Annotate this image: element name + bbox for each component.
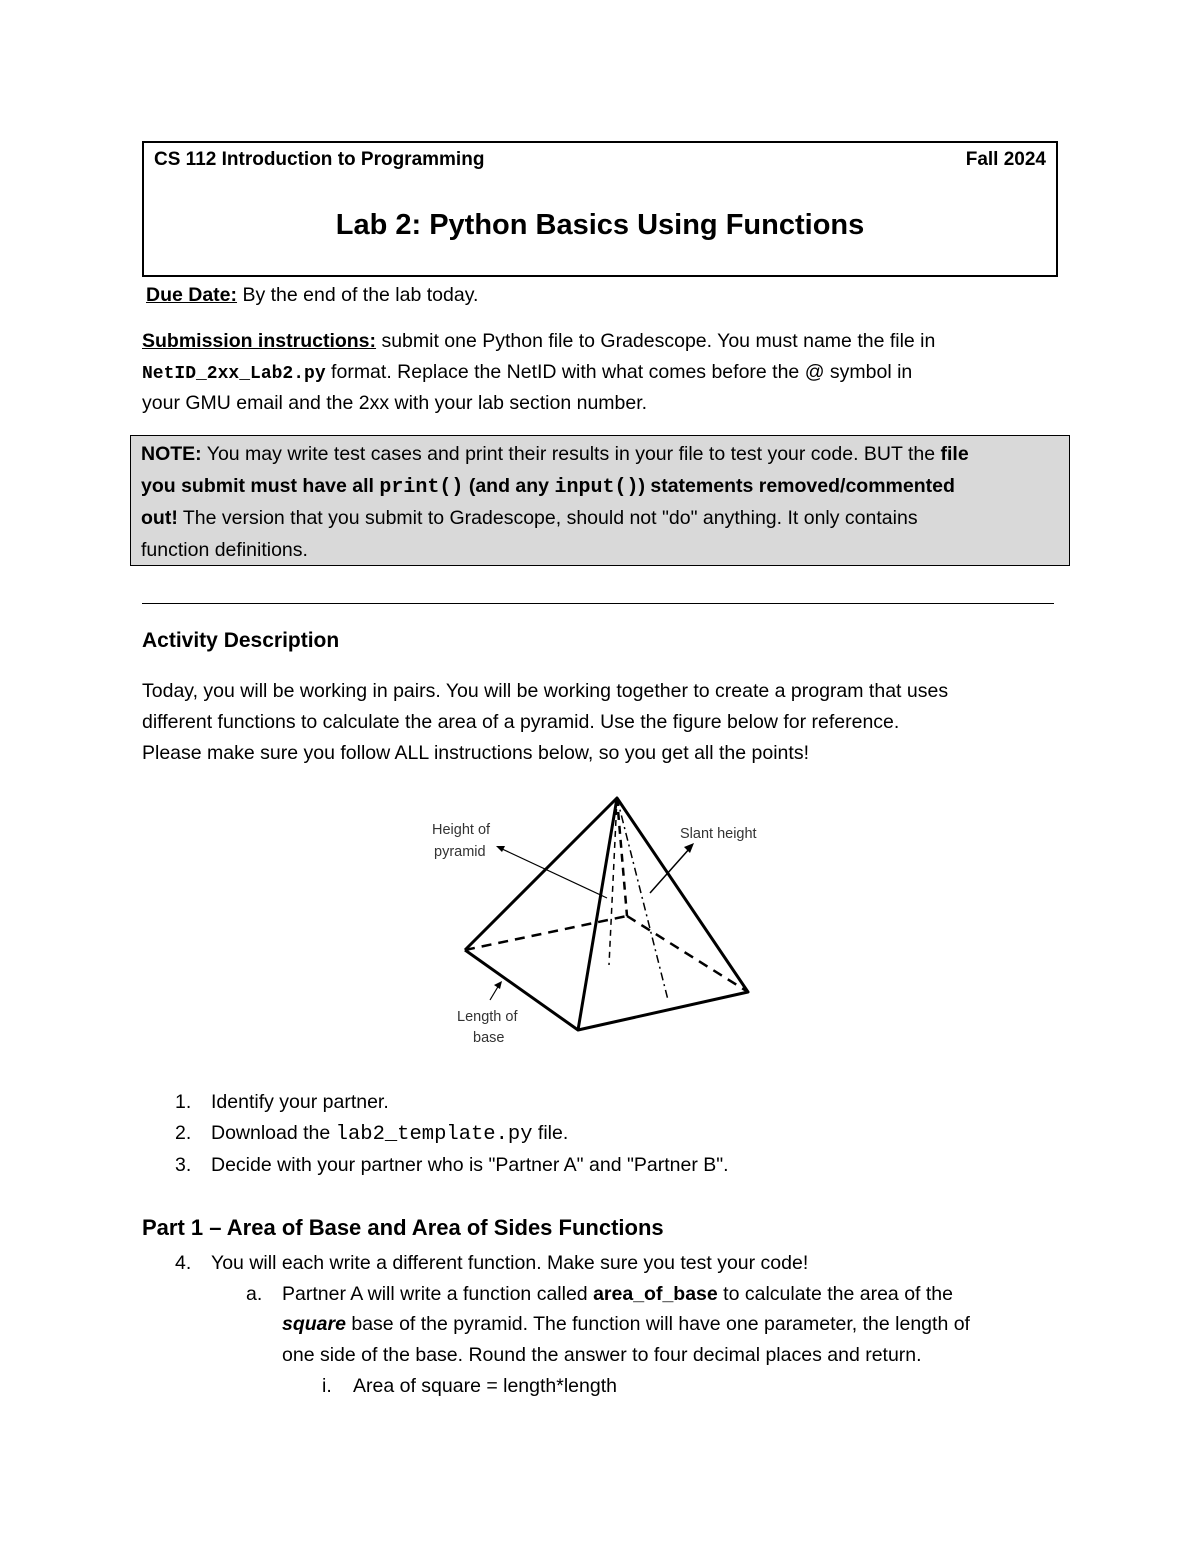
page-title: Lab 2: Python Basics Using Functions xyxy=(335,209,865,241)
note-code-input: input() xyxy=(554,475,639,499)
note-text-2b: (and any xyxy=(463,474,555,497)
base-back-right-edge xyxy=(627,916,748,992)
activity-p3: Please make sure you follow ALL instructions below, so you get all the points! xyxy=(142,742,809,764)
note-line-3 xyxy=(141,503,1059,535)
substep-a-number: a. xyxy=(246,1283,263,1305)
note-code-print: print() xyxy=(379,475,464,499)
substep-a-line-1 xyxy=(282,1279,953,1310)
label-height-2: pyramid xyxy=(434,844,486,860)
submission-line-2 xyxy=(142,357,912,390)
submission-text-1: submit one Python file to Gradescope. You must name the file in xyxy=(376,330,936,352)
substep-i-number: i. xyxy=(322,1375,332,1397)
submission-line-1 xyxy=(142,326,935,357)
due-date xyxy=(146,280,478,311)
substep-i-text: Area of square = length*length xyxy=(353,1375,617,1397)
submission-label: Submission instructions: xyxy=(142,330,377,352)
step-2-text-b: file. xyxy=(532,1122,569,1144)
step-1-text: Identify your partner. xyxy=(211,1091,389,1113)
submission-text-2: format. Replace the NetID with what comes before the @ symbol in xyxy=(325,361,913,383)
pyramid-figure xyxy=(400,785,800,1055)
note-bold-file: file xyxy=(940,443,969,465)
note-text-2c: ) statements removed/commented xyxy=(638,474,955,497)
note-bold-out: out! xyxy=(141,507,178,529)
substep-a-text-2: base of the pyramid. The function will have one parameter, the length of xyxy=(345,1313,970,1335)
step-2-filename: lab2_template.py xyxy=(335,1123,533,1146)
note-text-2a: you submit must have all xyxy=(141,474,380,497)
substep-a-line-3: one side of the base. Round the answer to four decimal places and return. xyxy=(282,1344,922,1366)
substep-a-text-1a: Partner A will write a function called xyxy=(282,1283,594,1305)
substep-a-line-2 xyxy=(282,1309,970,1340)
substep-a-text-1b: to calculate the area of the xyxy=(717,1283,953,1305)
base-back-left-edge xyxy=(465,916,627,950)
header-box xyxy=(142,141,1058,277)
step-2-text xyxy=(211,1118,568,1150)
label-length-1: Length of xyxy=(457,1009,518,1025)
note-text-3: The version that you submit to Gradescope, should not "do" anything. It only contains xyxy=(177,507,918,529)
note-line-1 xyxy=(141,439,1059,471)
divider xyxy=(142,603,1054,604)
function-name-area-of-base: area_of_base xyxy=(593,1283,718,1305)
label-slant: Slant height xyxy=(680,826,757,842)
activity-p2: different functions to calculate the area of a pyramid. Use the figure below for reference. xyxy=(142,711,900,733)
height-arrowhead xyxy=(496,846,505,852)
note-line-2 xyxy=(141,471,1059,504)
height-leader xyxy=(500,848,607,898)
label-height-1: Height of xyxy=(432,822,491,838)
note-text-1: You may write test cases and print their results in your file to test your code. BUT the xyxy=(201,443,941,465)
step-4-number: 4. xyxy=(175,1252,192,1274)
step-2-number: 2. xyxy=(175,1122,192,1144)
step-1-number: 1. xyxy=(175,1091,192,1113)
course-name: CS 112 Introduction to Programming xyxy=(154,149,485,170)
emphasis-square: square xyxy=(282,1313,346,1335)
step-4-text: You will each write a different function. Make sure you test your code! xyxy=(211,1252,809,1274)
submission-line-3: your GMU email and the 2xx with your lab section number. xyxy=(142,392,648,414)
label-length-2: base xyxy=(473,1030,505,1046)
due-date-text: By the end of the lab today. xyxy=(237,284,479,306)
submission-filename: NetID_2xx_Lab2.py xyxy=(142,364,326,384)
activity-heading: Activity Description xyxy=(142,629,340,652)
slant-arrowhead xyxy=(684,843,694,853)
note-box xyxy=(130,435,1070,566)
part1-heading: Part 1 – Area of Base and Area of Sides Functions xyxy=(142,1215,664,1240)
step-3-text: Decide with your partner who is "Partner A" and "Partner B". xyxy=(211,1154,729,1176)
note-line-4: function definitions. xyxy=(141,538,308,561)
step-2-text-a: Download the xyxy=(211,1122,336,1144)
activity-p1: Today, you will be working in pairs. You will be working together to create a program that uses xyxy=(142,680,949,702)
due-date-label: Due Date: xyxy=(146,284,238,306)
note-label: NOTE: xyxy=(141,443,202,465)
term: Fall 2024 xyxy=(965,149,1046,170)
step-3-number: 3. xyxy=(175,1154,192,1176)
